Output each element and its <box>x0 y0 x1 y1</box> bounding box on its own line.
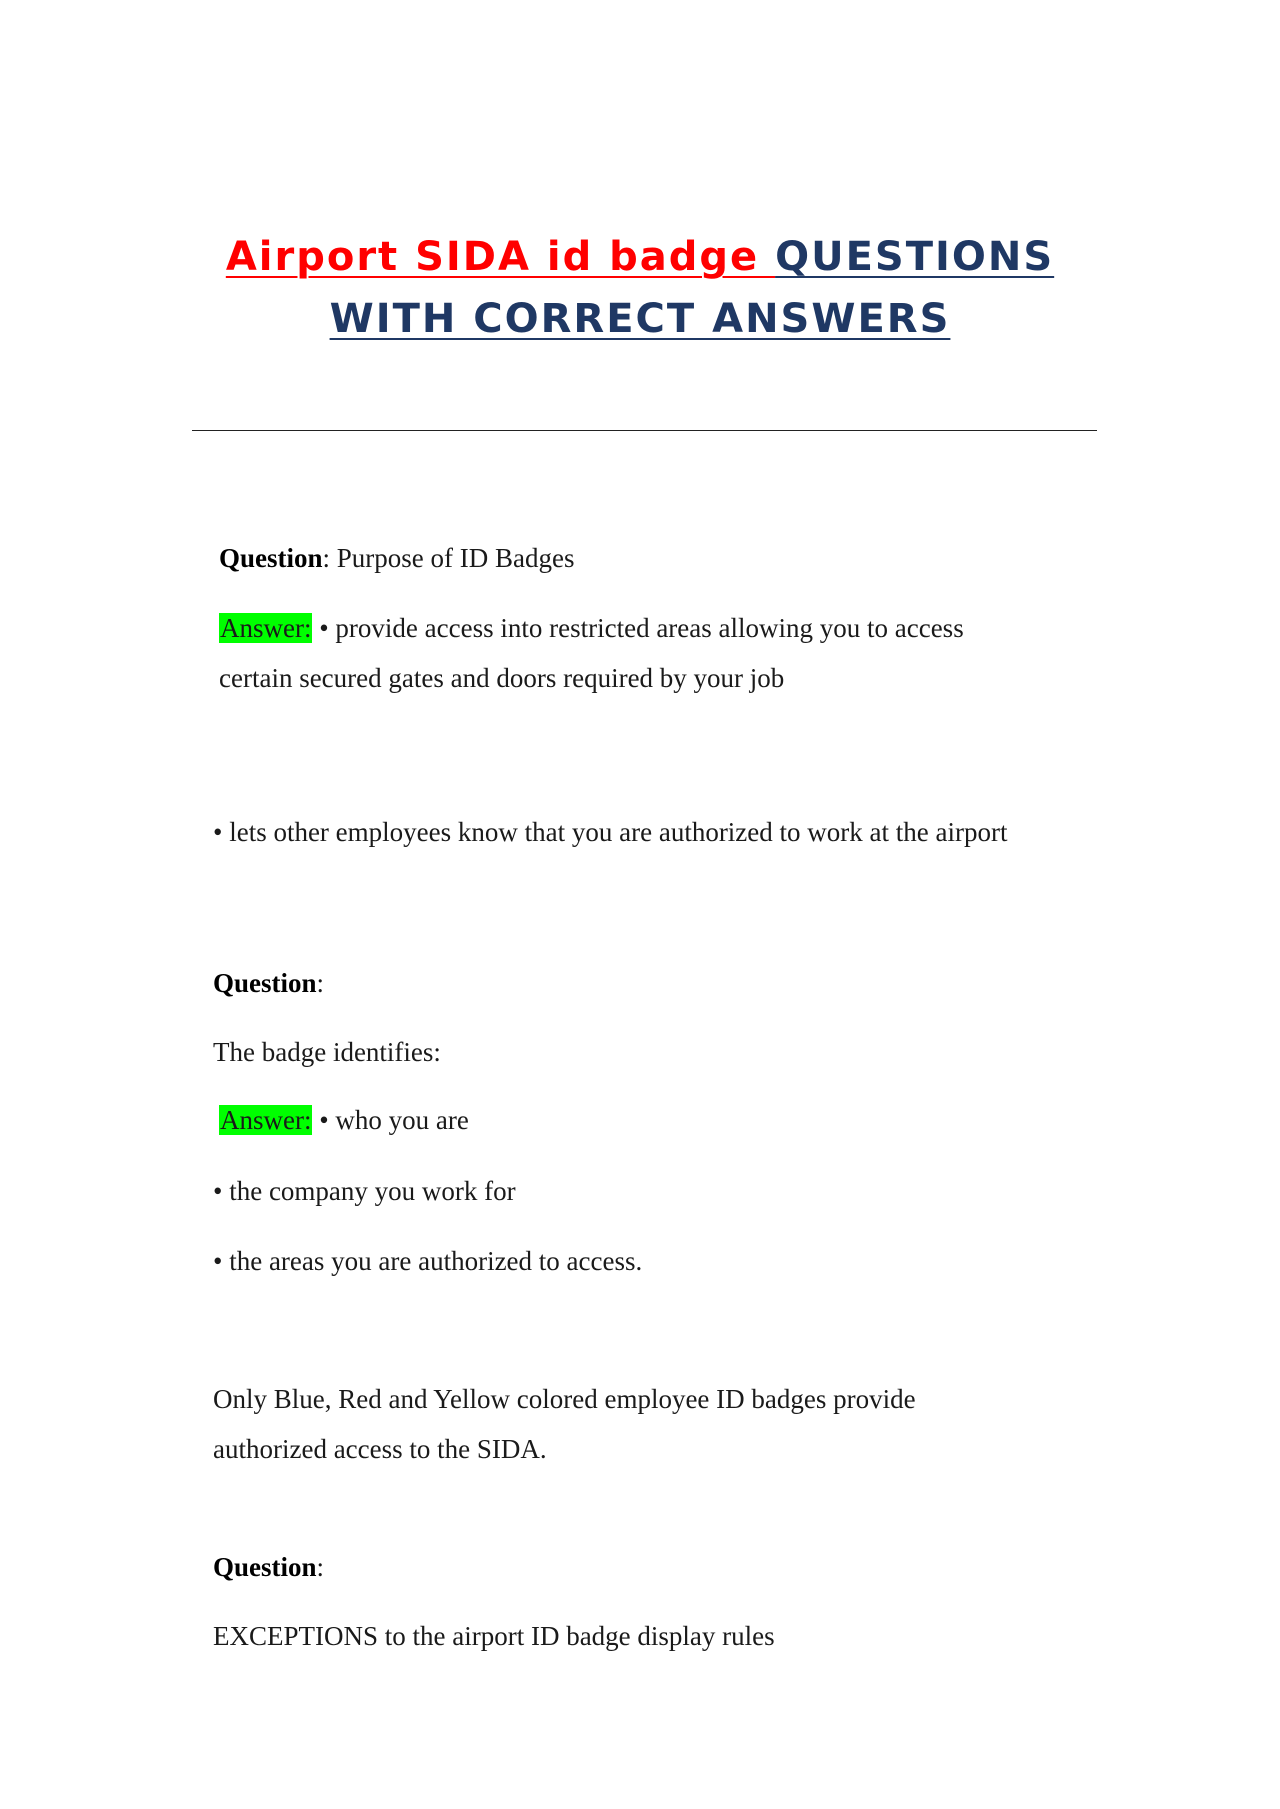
answer-1-bullet-2: • lets other employees know that you are authorized to work at the airport <box>213 817 1008 847</box>
document-title <box>150 226 1130 350</box>
answer-1-line-2: certain secured gates and doors required by your job <box>219 663 785 693</box>
note-line-2: authorized access to the SIDA. <box>213 1434 547 1464</box>
question-3-label: Question <box>213 1552 317 1582</box>
title-navy-part-2: WITH CORRECT ANSWERS <box>329 296 951 342</box>
question-2-label: Question <box>213 968 317 998</box>
answer-2-bullet-2: • the company you work for <box>213 1176 516 1206</box>
answer-2-text: • who you are <box>312 1105 469 1135</box>
horizontal-rule <box>192 430 1097 431</box>
question-3-colon: : <box>316 1552 325 1582</box>
question-3 <box>213 1550 324 1584</box>
answer-1-text: • provide access into restricted areas allowing you to access <box>312 613 964 643</box>
question-3-prompt: EXCEPTIONS to the airport ID badge display rules <box>213 1621 775 1651</box>
question-2-colon: : <box>316 968 325 998</box>
answer-1-line-1 <box>219 611 964 645</box>
question-1-text: : Purpose of ID Badges <box>322 543 575 573</box>
answer-2-bullet-3: • the areas you are authorized to access. <box>213 1246 643 1276</box>
answer-2-line-1 <box>219 1103 469 1137</box>
note-line-1: Only Blue, Red and Yellow colored employee ID badges provide <box>213 1384 916 1414</box>
title-navy-part-1: QUESTIONS <box>775 234 1055 280</box>
title-red-part: Airport SIDA id badge <box>225 234 776 280</box>
answer-2-label: Answer: <box>220 1105 312 1135</box>
answer-1-label: Answer: <box>220 613 312 643</box>
question-2 <box>213 966 324 1000</box>
question-2-prompt: The badge identifies: <box>213 1037 441 1067</box>
question-1 <box>219 541 575 575</box>
question-1-label: Question <box>219 543 323 573</box>
